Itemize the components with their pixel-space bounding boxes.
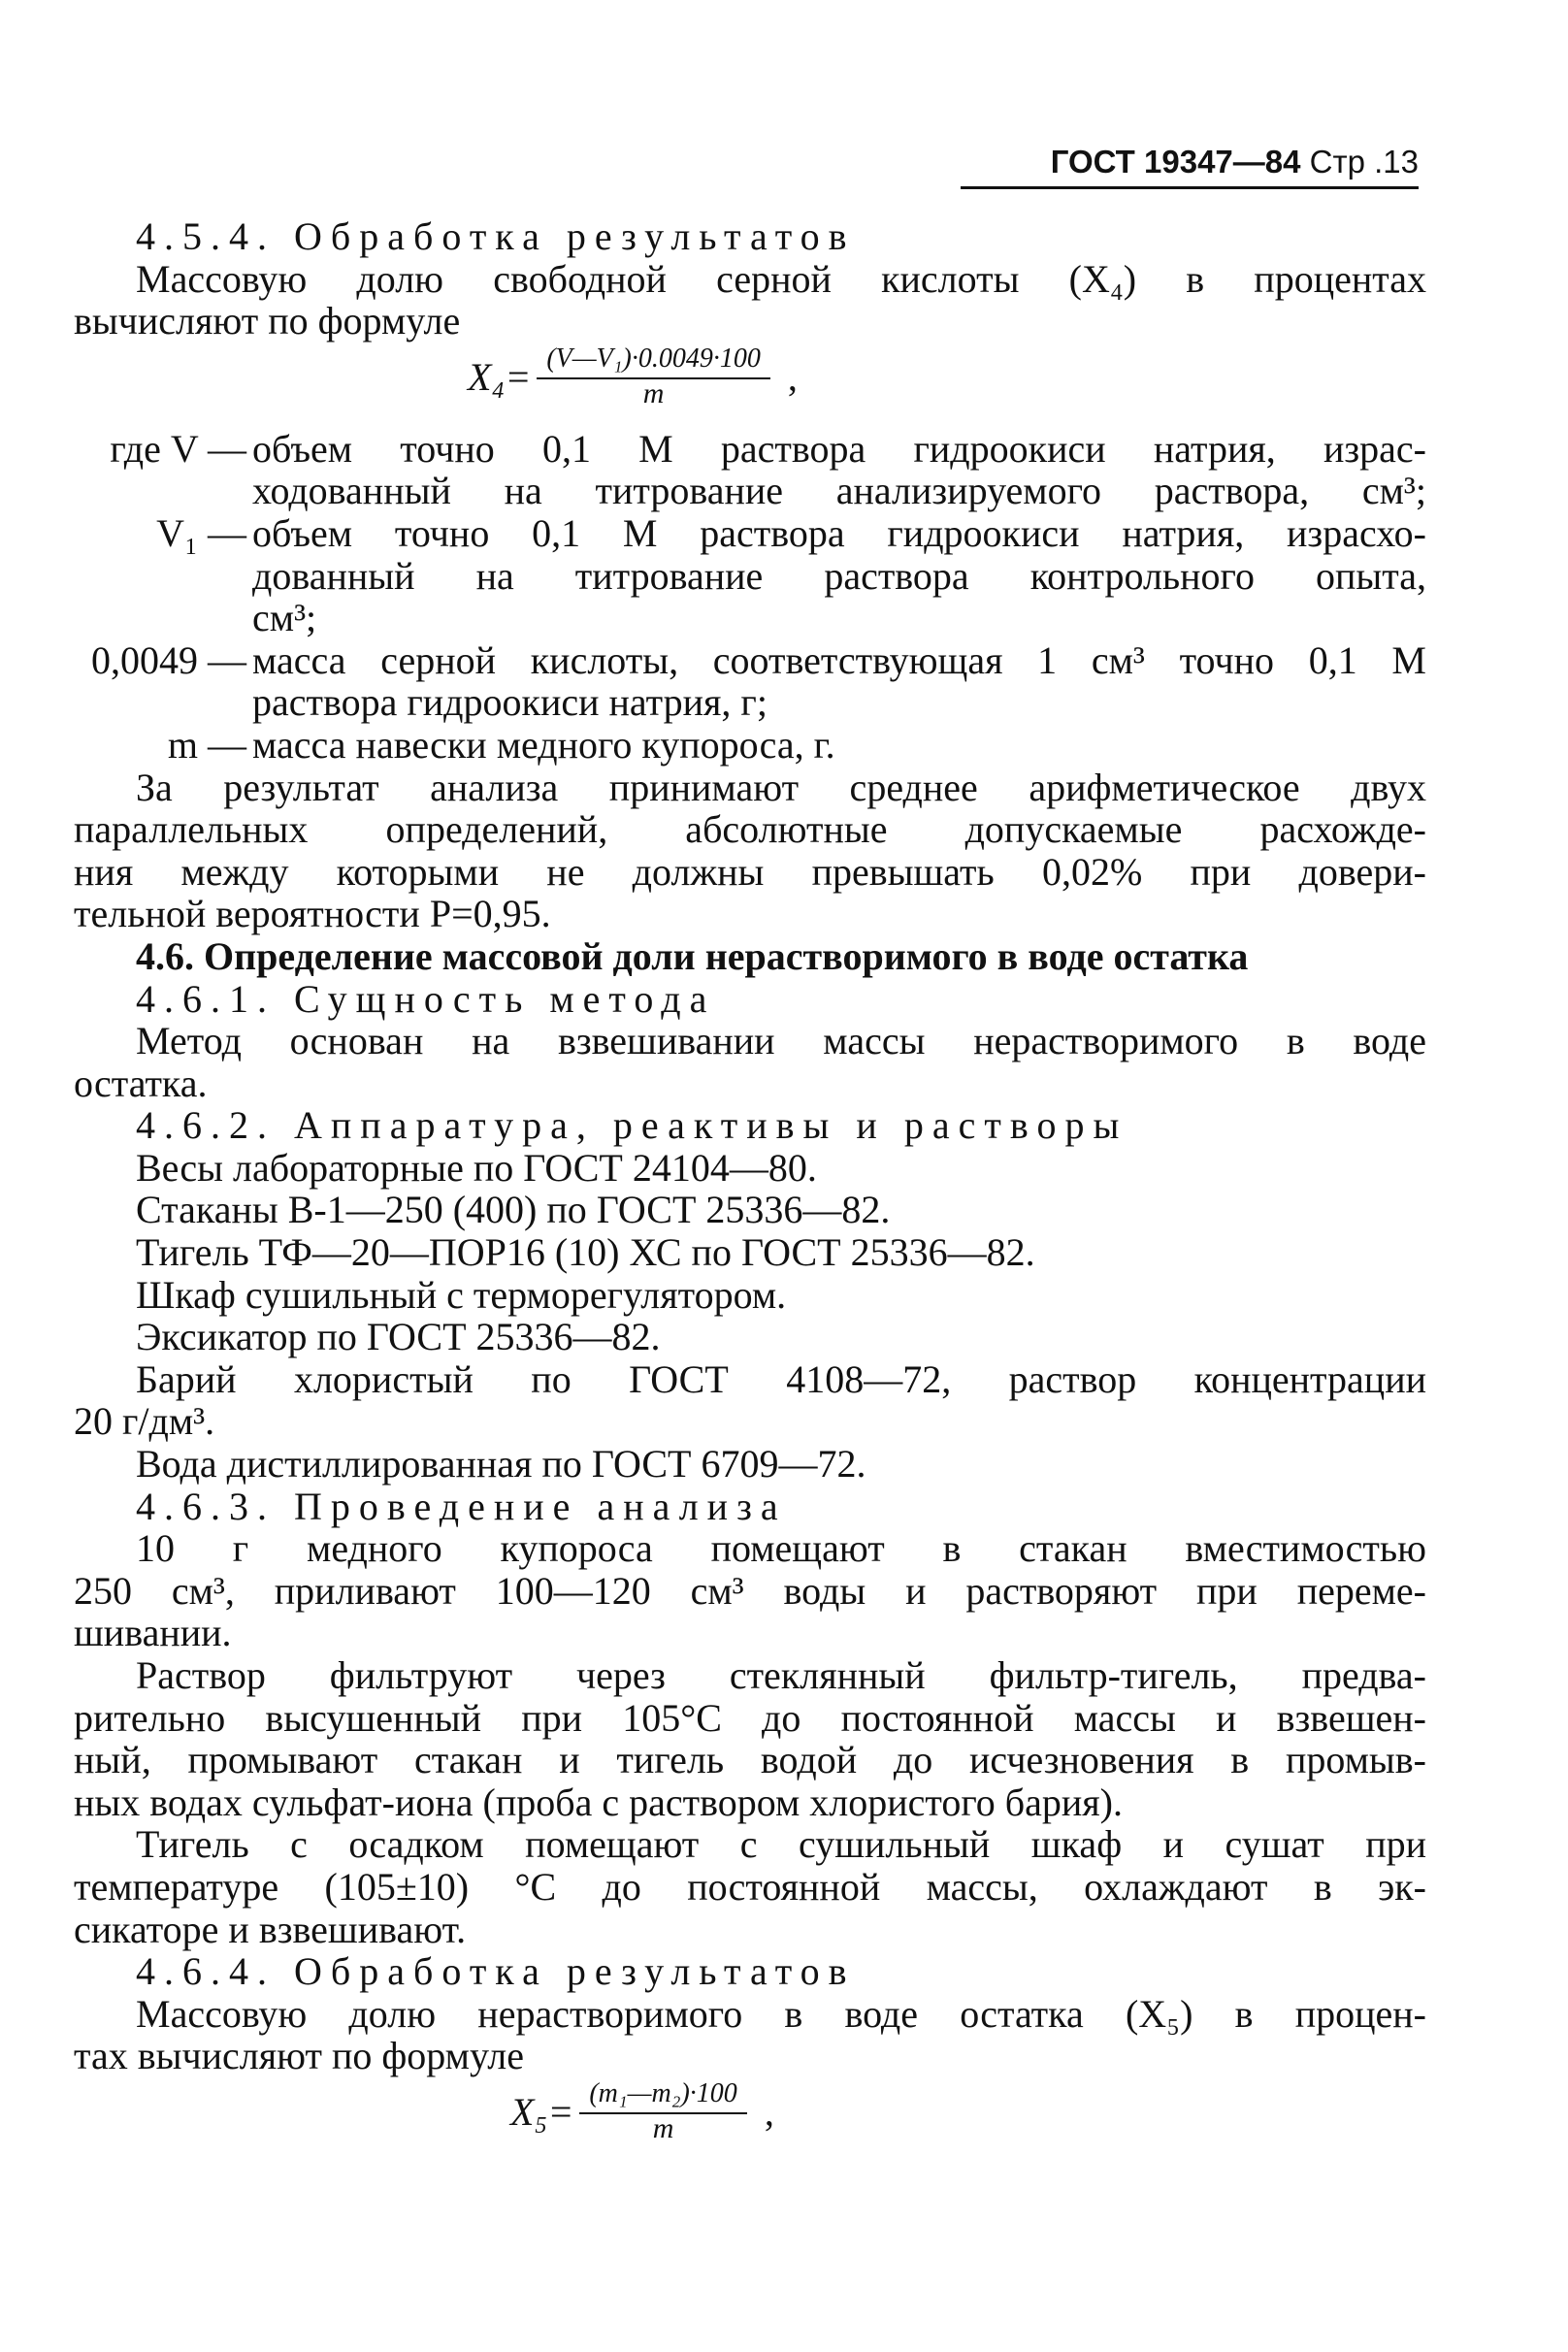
paragraph-line: Раствор фильтруют через стеклянный фильтр-тигель, предва- — [136, 1653, 1426, 1697]
paragraph-line: За результат анализа принимают среднее арифметическое двух — [136, 765, 1426, 809]
definition-line — [74, 512, 1426, 555]
paragraph-line: сикаторе и взвешивают. — [74, 1907, 467, 1951]
definition-text: дованный на титрование раствора контрольного опыта, — [252, 553, 1426, 598]
paragraph-line: ных водах сульфат-иона (проба с раствором хлористого бария). — [74, 1780, 1123, 1824]
paragraph-line: ный, промывают стакан и тигель водой до исчезновения в промыв- — [74, 1738, 1426, 1782]
equipment-item: Эксикатор по ГОСТ 25336—82. — [136, 1315, 661, 1359]
equipment-item: Шкаф сушильный с терморегулятором. — [136, 1272, 787, 1317]
definition-text: ходованный на титрование анализируемого раствора, см³; — [252, 469, 1426, 513]
formula-numerator: (m₁—m₂)·100 — [579, 2077, 746, 2114]
section-4-6-4-title: 4.6.4. Обработка результатов — [136, 1949, 856, 1994]
definition-term: где V — — [110, 426, 246, 471]
definition-line — [74, 724, 1426, 767]
paragraph-line: тельной вероятности P=0,95. — [74, 892, 551, 936]
formula-comma: , — [787, 354, 798, 399]
formula-denominator: m — [642, 376, 665, 409]
definition-line — [74, 639, 1426, 682]
section-4-5-4-title: 4.5.4. Обработка результатов — [136, 214, 856, 258]
paragraph-line: остатка. — [74, 1061, 208, 1105]
page-header — [961, 144, 1419, 189]
paragraph-line: ния между которыми не должны превышать 0,02% при довери- — [74, 849, 1426, 894]
definition-line — [74, 555, 1426, 598]
paragraph-line: вычисляют по формуле — [74, 299, 461, 343]
definition-line — [74, 428, 1426, 471]
definition-term: 0,0049 — — [91, 637, 246, 682]
equipment-item: Весы лабораторные по ГОСТ 24104—80. — [136, 1145, 817, 1190]
formula-x4 — [74, 343, 1426, 428]
paragraph-line: рительно высушенный при 105°С до постоянной массы и взвешен- — [74, 1695, 1426, 1740]
equipment-item: Тигель ТФ—20—ПОР16 (10) ХС по ГОСТ 25336—82. — [136, 1230, 1035, 1275]
definition-line — [74, 470, 1426, 512]
section-4-6-1-title: 4.6.1. Сущность метода — [136, 976, 716, 1021]
definition-text: объем точно 0,1 М раствора гидроокиси натрия, израсхо- — [252, 510, 1426, 555]
definition-text: масса серной кислоты, соответствующая 1 см³ точно 0,1 М — [252, 637, 1426, 682]
formula-comma: , — [764, 2089, 774, 2134]
definition-text: масса навески медного купороса, г. — [252, 722, 835, 767]
definition-term: V₁ — — [156, 510, 246, 555]
gost-number: ГОСТ 19347—84 — [1050, 144, 1301, 180]
section-4-6-3-title: 4.6.3. Проведение анализа — [136, 1484, 787, 1528]
page-number: Стр .13 — [1309, 144, 1419, 180]
formula-x5 — [74, 2077, 1426, 2163]
paragraph-line: 20 г/дм³. — [74, 1399, 215, 1444]
formula-lhs: X₄= — [468, 354, 532, 399]
formula-lhs: X₅= — [510, 2089, 574, 2134]
formula-denominator: m — [652, 2111, 674, 2144]
section-4-6-title: 4.6. Определение массовой доли нерастворимого в воде остатка — [136, 933, 1249, 978]
paragraph-line: Тигель с осадком помещают с сушильный шкаф и сушат при — [136, 1822, 1426, 1867]
paragraph-line: температуре (105±10) °С до постоянной массы, охлаждают в эк- — [74, 1864, 1426, 1909]
paragraph-line: Метод основан на взвешивании массы нерастворимого в воде — [136, 1019, 1426, 1063]
definition-text: см³; — [252, 596, 317, 640]
paragraph-line: шивании. — [74, 1611, 232, 1655]
paragraph-line: тах вычисляют по формуле — [74, 2034, 524, 2078]
definition-term: m — — [167, 722, 246, 767]
formula-fraction — [537, 343, 770, 408]
definition-line — [74, 681, 1426, 724]
equipment-item: Вода дистиллированная по ГОСТ 6709—72. — [136, 1442, 866, 1486]
paragraph-line: параллельных определений, абсолютные допускаемые расхожде- — [74, 807, 1426, 852]
definition-text: объем точно 0,1 М раствора гидроокиси натрия, израс- — [252, 426, 1426, 471]
paragraph-line: Массовую долю свободной серной кислоты (X₄) в процентах — [136, 256, 1426, 301]
section-4-6-2-title: 4.6.2. Аппаратура, реактивы и растворы — [136, 1103, 1128, 1148]
formula-fraction — [579, 2077, 746, 2143]
equipment-item: Стаканы В-1—250 (400) по ГОСТ 25336—82. — [136, 1188, 891, 1232]
paragraph-line: 10 г медного купороса помещают в стакан вместимостью — [136, 1526, 1426, 1571]
paragraph-line: Массовую долю нерастворимого в воде остатка (X₅) в процен- — [136, 1991, 1426, 2036]
formula-numerator: (V—V₁)·0.0049·100 — [537, 343, 770, 379]
definition-line — [74, 597, 1426, 639]
paragraph-line: 250 см³, приливают 100—120 см³ воды и растворяют при переме- — [74, 1568, 1426, 1613]
paragraph-line: Барий хлористый по ГОСТ 4108—72, раствор концентрации — [136, 1356, 1426, 1401]
definition-text: раствора гидроокиси натрия, г; — [252, 680, 768, 725]
document-body — [74, 215, 1426, 2163]
